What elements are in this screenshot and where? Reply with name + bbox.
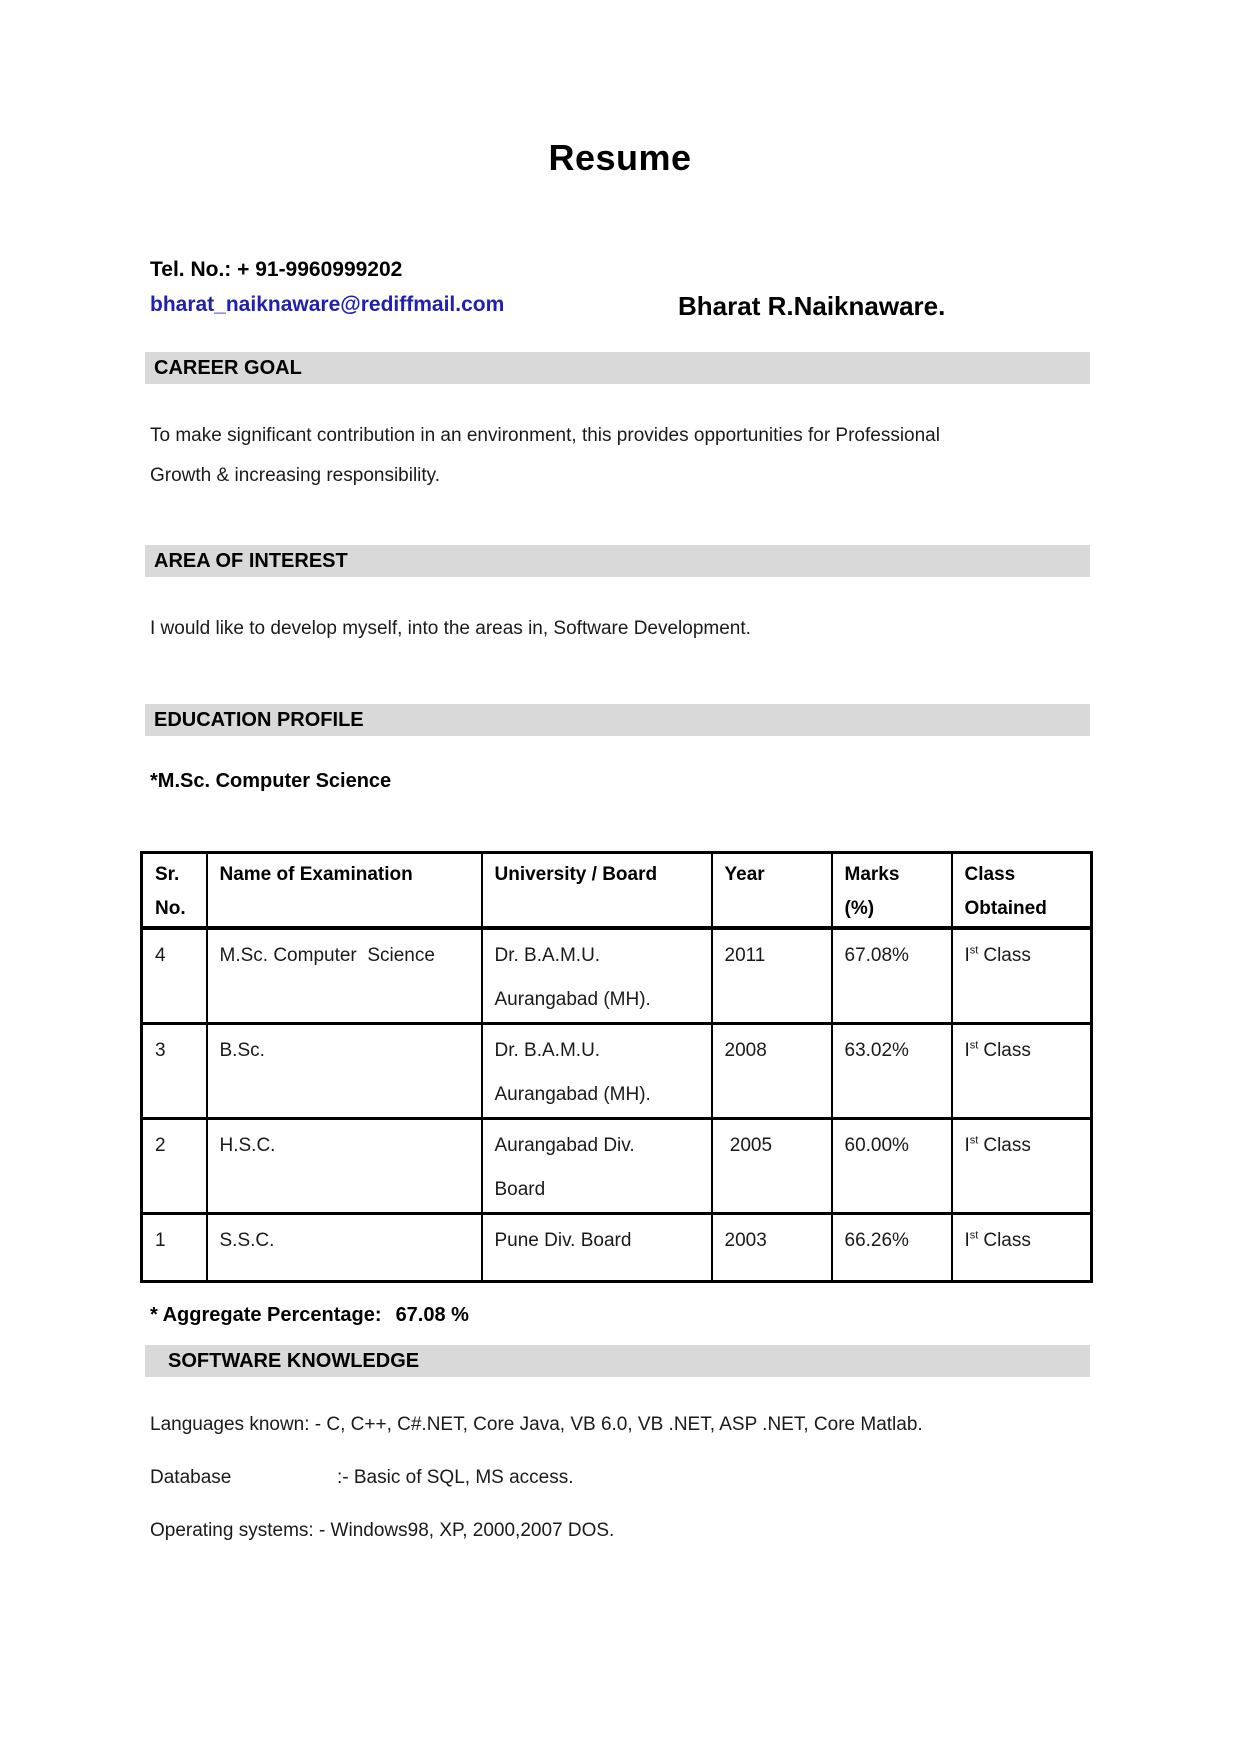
career-goal-text: [150, 416, 1090, 496]
table-row-msc: [142, 928, 1092, 1024]
cell-university-board: Pune Div. Board: [482, 1214, 712, 1282]
col-header-marks: Marks (%): [832, 853, 952, 929]
cell-class-obtained: Ist Class: [952, 1214, 1092, 1282]
email-link[interactable]: bharat_naiknaware@rediffmail.com: [150, 293, 505, 316]
cell-university-board: Aurangabad Div. Board: [482, 1119, 712, 1214]
contact-row: [150, 290, 1090, 322]
cell-year: 2003: [712, 1214, 832, 1282]
col-header-university-board: University / Board: [482, 853, 712, 929]
cell-exam-name: H.S.C.: [207, 1119, 482, 1214]
table-row-hsc: [142, 1119, 1092, 1214]
col-header-exam-name: Name of Examination: [207, 853, 482, 929]
col-header-class-obtained: Class Obtained: [952, 853, 1092, 929]
col-header-year: Year: [712, 853, 832, 929]
career-goal-line-2: Growth & increasing responsibility.: [150, 465, 441, 486]
cell-year: 2008: [712, 1024, 832, 1119]
cell-university-board: Dr. B.A.M.U. Aurangabad (MH).: [482, 928, 712, 1024]
section-header-software-knowledge: SOFTWARE KNOWLEDGE: [145, 1345, 1090, 1377]
aggregate-percentage-value: 67.08 %: [395, 1304, 469, 1326]
aggregate-percentage: [150, 1303, 1090, 1327]
col-header-sr-no: Sr. No.: [142, 853, 207, 929]
section-header-area-of-interest: AREA OF INTEREST: [145, 545, 1090, 577]
cell-exam-name: M.Sc. Computer Science: [207, 928, 482, 1024]
table-row-ssc: [142, 1214, 1092, 1282]
cell-class-obtained: Ist Class: [952, 928, 1092, 1024]
operating-systems-text: Operating systems: - Windows98, XP, 2000,2007 DOS.: [150, 1520, 615, 1541]
cell-sr-no: 1: [142, 1214, 207, 1282]
cell-sr-no: 3: [142, 1024, 207, 1119]
cell-marks: 60.00%: [832, 1119, 952, 1214]
candidate-name: Bharat R.Naiknaware.: [678, 291, 946, 321]
cell-exam-name: B.Sc.: [207, 1024, 482, 1119]
section-header-career-goal: CAREER GOAL: [145, 352, 1090, 384]
database-value: :- Basic of SQL, MS access.: [337, 1467, 574, 1488]
table-row-bsc: [142, 1024, 1092, 1119]
education-subheading: *M.Sc. Computer Science: [150, 770, 392, 792]
cell-year: 2011: [712, 928, 832, 1024]
career-goal-line-1: To make significant contribution in an environment, this provides opportunities for Professional: [150, 425, 940, 446]
phone-number: Tel. No.: + 91-9960999202: [150, 258, 403, 281]
cell-class-obtained: Ist Class: [952, 1024, 1092, 1119]
cell-sr-no: 2: [142, 1119, 207, 1214]
cell-marks: 66.26%: [832, 1214, 952, 1282]
cell-exam-name: S.S.C.: [207, 1214, 482, 1282]
cell-class-obtained: Ist Class: [952, 1119, 1092, 1214]
cell-sr-no: 4: [142, 928, 207, 1024]
cell-year: 2005: [712, 1119, 832, 1214]
section-header-education-profile: EDUCATION PROFILE: [145, 704, 1090, 736]
area-of-interest-text: I would like to develop myself, into the areas in, Software Development.: [150, 618, 751, 639]
aggregate-percentage-label: * Aggregate Percentage:: [150, 1304, 382, 1326]
database-label: Database: [150, 1467, 232, 1488]
languages-known-text: Languages known: - C, C++, C#.NET, Core Java, VB 6.0, VB .NET, ASP .NET, Core Matlab.: [150, 1414, 923, 1435]
cell-marks: 67.08%: [832, 928, 952, 1024]
page-title: Resume: [548, 137, 692, 178]
education-table: [140, 851, 1093, 1283]
cell-marks: 63.02%: [832, 1024, 952, 1119]
table-header-row: [142, 853, 1092, 929]
cell-university-board: Dr. B.A.M.U. Aurangabad (MH).: [482, 1024, 712, 1119]
database-line: [150, 1466, 1090, 1490]
